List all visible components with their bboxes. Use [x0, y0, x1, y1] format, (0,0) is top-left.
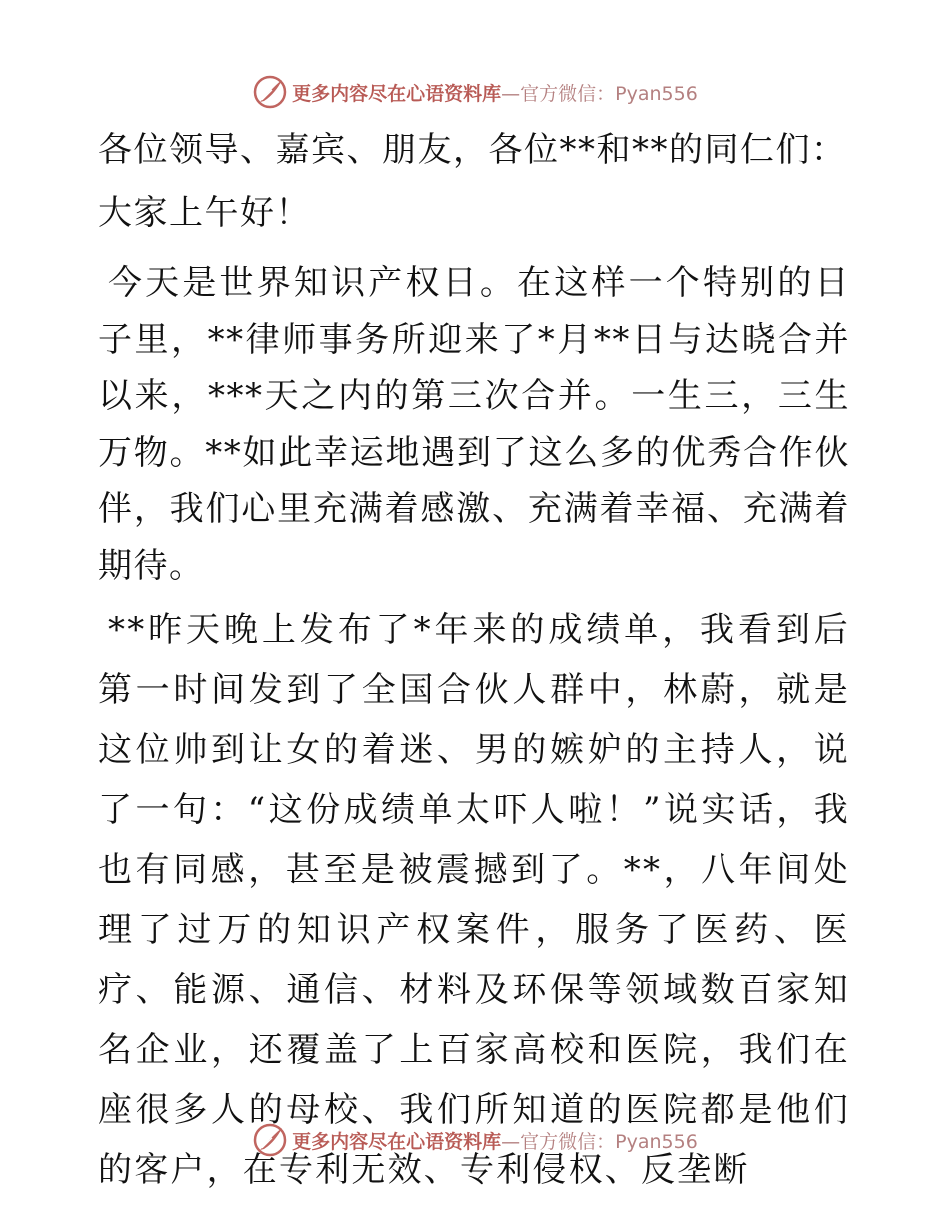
hello-line: 大家上午好！	[98, 192, 311, 233]
watermark-main-text: 更多内容尽在心语资料库	[292, 1130, 502, 1153]
quill-pen-logo-icon	[252, 74, 288, 110]
document-body	[98, 122, 850, 1200]
watermark-main-text: 更多内容尽在心语资料库	[292, 82, 502, 105]
footer-watermark	[0, 1120, 950, 1160]
quill-pen-logo-icon	[252, 1122, 288, 1158]
watermark-wechat-text: —官方微信：Pyan556	[501, 1130, 698, 1153]
header-watermark	[0, 72, 950, 112]
greeting-line: 各位领导、嘉宾、朋友，各位**和**的同仁们：	[98, 130, 847, 170]
watermark-wechat-text: —官方微信：Pyan556	[501, 82, 698, 105]
paragraph-2: **昨天晚上发布了*年来的成绩单，我看到后第一时间发到了全国合伙人群中，林蔚，就是这位帅到让女的着迷、男的嫉妒的主持人，说了一句：“这份成绩单太吓人啦！”说实话，我也有同感，甚至是被震撼到了。**，八年间处理了过万的知识产权案件，服务了医药、医疗、能源、通信、材料及环保等领域数百家知名企业，还覆盖了上百家高校和医院，我们在座很多人的母校、我们所知道的医院都是他们的客户，在专利无效、专利侵权、反垄断	[98, 610, 850, 1190]
paragraph-1: 今天是世界知识产权日。在这样一个特别的日子里，**律师事务所迎来了*月**日与达晓合并以来，***天之内的第三次合并。一生三，三生万物。**如此幸运地遇到了这么多的优秀合作伙伴，我们心里充满着感激、充满着幸福、充满着期待。	[98, 263, 850, 586]
